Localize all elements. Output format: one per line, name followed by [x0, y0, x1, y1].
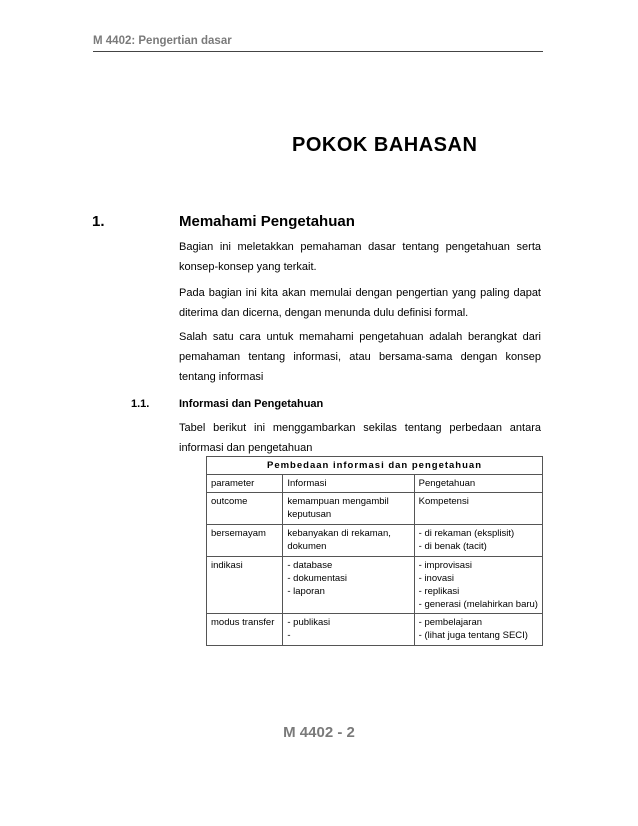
cell-text: - publikasi: [287, 617, 331, 628]
cell-text: Kompetensi: [418, 496, 469, 507]
cell-text: - generasi (melahirkan baru): [418, 599, 538, 610]
cell-text: modus transfer: [211, 617, 275, 628]
cell-text: - pembelajaran: [418, 617, 483, 628]
cell-text: - di rekaman (eksplisit): [418, 528, 515, 539]
cell-text: outcome: [211, 496, 248, 507]
section-title: Memahami Pengetahuan: [179, 213, 355, 230]
table-row: [207, 614, 543, 646]
cell-text: -: [287, 630, 291, 641]
cell-text: - di benak (tacit): [418, 541, 487, 552]
section-number: 1.: [92, 213, 105, 230]
cell-text: - improvisasi: [418, 560, 472, 571]
table-cell-informasi: [283, 614, 414, 646]
cell-text: - replikasi: [418, 586, 460, 597]
running-header: M 4402: Pengertian dasar: [93, 35, 232, 47]
table-cell-pengetahuan: [414, 493, 542, 525]
table-header-row: [207, 475, 543, 493]
page-heading: POKOK BAHASAN: [292, 134, 478, 156]
table-caption: Pembedaan informasi dan pengetahuan: [207, 457, 543, 475]
cell-text: dokumen: [287, 541, 327, 552]
table-cell-pengetahuan: [414, 614, 542, 646]
column-header: Pengetahuan: [414, 475, 542, 493]
cell-text: kebanyakan di rekaman,: [287, 528, 391, 539]
cell-text: - database: [287, 560, 333, 571]
header-rule: [93, 51, 543, 52]
cell-text: - dokumentasi: [287, 573, 348, 584]
column-header: parameter: [207, 475, 283, 493]
table-row: [207, 557, 543, 614]
paragraph-information: Salah satu cara untuk memahami pengetahuan adalah berangkat dari pemahaman tentang informasi, atau bersama-sama dengan konsep tentang informasi: [179, 331, 541, 383]
table-cell-pengetahuan: [414, 557, 542, 614]
cell-text: - laporan: [287, 586, 325, 597]
paragraph-intro: Bagian ini meletakkan pemahaman dasar tentang pengetahuan serta konsep-konsep yang terkait.: [179, 241, 541, 273]
cell-text: kemampuan mengambil: [287, 496, 389, 507]
cell-text: bersemayam: [211, 528, 266, 539]
table-cell-parameter: [207, 525, 283, 557]
subsection-number: 1.1.: [131, 398, 150, 410]
page-footer: M 4402 - 2: [283, 724, 355, 741]
cell-text: - (lihat juga tentang SECI): [418, 630, 528, 641]
cell-text: keputusan: [287, 509, 332, 520]
paragraph-approach: Pada bagian ini kita akan memulai dengan pengertian yang paling dapat diterima dan dicerna, dengan menunda dulu definisi formal.: [179, 287, 541, 319]
table-cell-informasi: [283, 493, 414, 525]
table-cell-parameter: [207, 557, 283, 614]
table-cell-parameter: [207, 493, 283, 525]
table-cell-parameter: [207, 614, 283, 646]
paragraph-table-intro: Tabel berikut ini menggambarkan sekilas tentang perbedaan antara informasi dan pengetahuan: [179, 422, 541, 454]
table-caption-row: [207, 457, 543, 475]
table-cell-informasi: [283, 557, 414, 614]
comparison-table: [206, 456, 543, 646]
table-cell-informasi: [283, 525, 414, 557]
table-cell-pengetahuan: [414, 525, 542, 557]
table-row: [207, 525, 543, 557]
subsection-title: Informasi dan Pengetahuan: [179, 398, 324, 410]
column-header: Informasi: [283, 475, 414, 493]
table-row: [207, 493, 543, 525]
cell-text: - inovasi: [418, 573, 455, 584]
cell-text: indikasi: [211, 560, 243, 571]
